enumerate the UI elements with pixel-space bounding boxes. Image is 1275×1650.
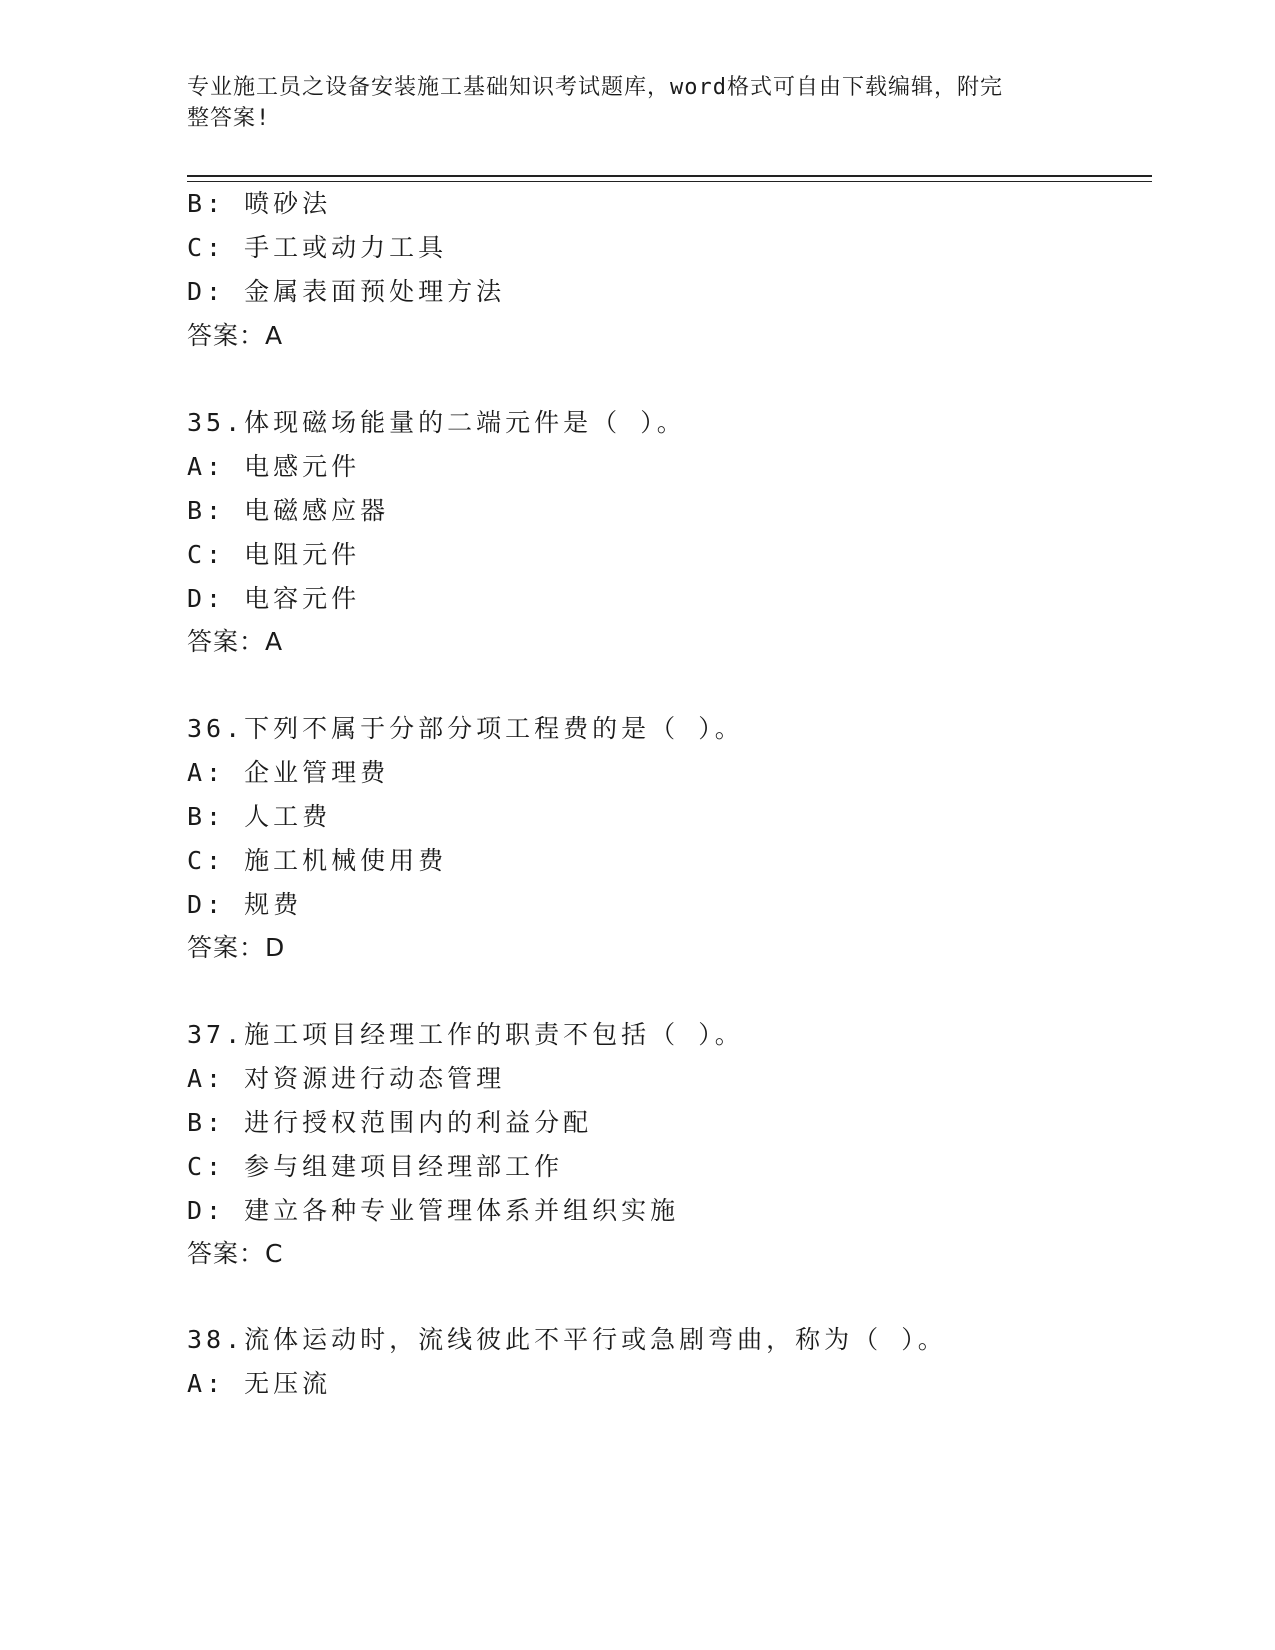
option-b: B: 进行授权范围内的利益分配 [187, 1108, 593, 1137]
answer-line: 答案：C [187, 1239, 284, 1268]
header-rule-thin [187, 181, 1152, 182]
option-d: D: 电容元件 [187, 584, 361, 613]
option-a: A: 无压流 [187, 1369, 332, 1398]
header-line-2: 整答案! [187, 106, 271, 131]
option-a: A: 对资源进行动态管理 [187, 1064, 506, 1093]
option-d: D: 规费 [187, 890, 303, 919]
question-stem: 36.下列不属于分部分项工程费的是（ ）。 [187, 714, 744, 743]
option-b: B: 电磁感应器 [187, 496, 390, 525]
option-c: C: 手工或动力工具 [187, 233, 448, 262]
option-b: B: 人工费 [187, 802, 332, 831]
option-b: B: 喷砂法 [187, 189, 332, 218]
answer-line: 答案：A [187, 321, 284, 350]
header-rule-thick [187, 175, 1152, 177]
header-line-1: 专业施工员之设备安装施工基础知识考试题库，word格式可自由下载编辑，附完 [187, 75, 1003, 100]
question-stem: 35.体现磁场能量的二端元件是（ ）。 [187, 408, 686, 437]
document-header [187, 72, 1067, 134]
option-c: C: 施工机械使用费 [187, 846, 448, 875]
option-c: C: 参与组建项目经理部工作 [187, 1152, 564, 1181]
option-d: D: 建立各种专业管理体系并组织实施 [187, 1196, 680, 1225]
option-d: D: 金属表面预处理方法 [187, 277, 506, 306]
option-c: C: 电阻元件 [187, 540, 361, 569]
answer-line: 答案：A [187, 627, 284, 656]
question-stem: 37.施工项目经理工作的职责不包括（ ）。 [187, 1020, 744, 1049]
option-a: A: 电感元件 [187, 452, 361, 481]
question-stem: 38.流体运动时，流线彼此不平行或急剧弯曲，称为（ ）。 [187, 1325, 947, 1354]
option-a: A: 企业管理费 [187, 758, 390, 787]
answer-line: 答案：D [187, 933, 286, 962]
